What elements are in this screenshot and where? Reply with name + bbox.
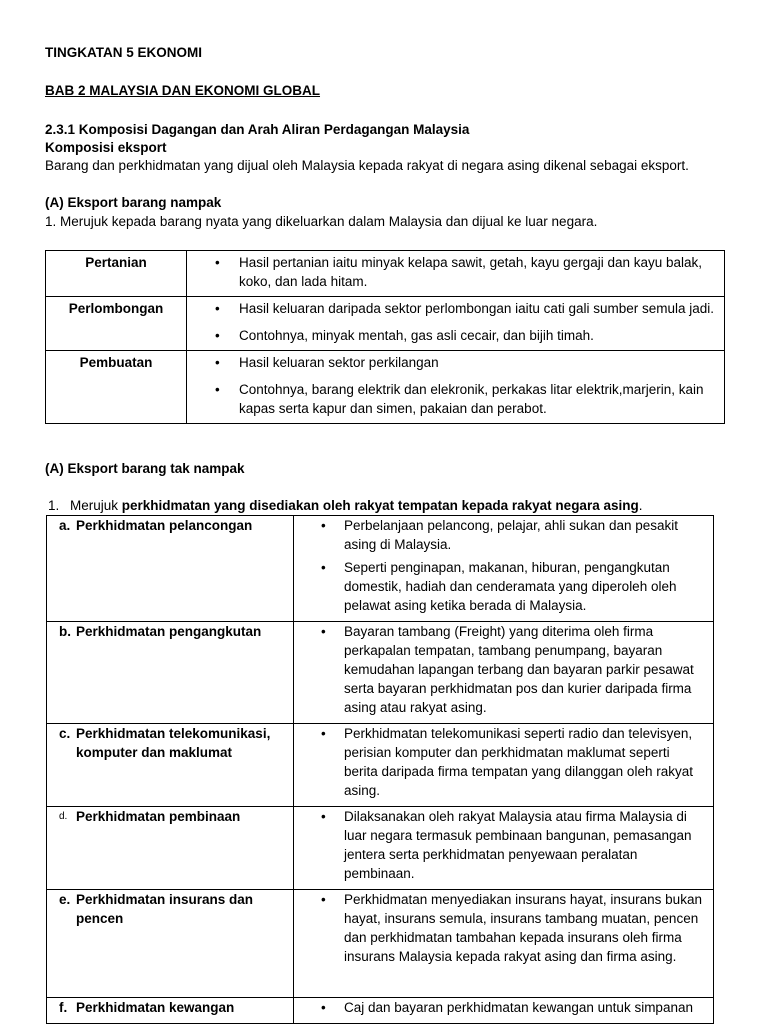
subsection-title: Komposisi eksport [45, 140, 167, 155]
list-item: • Perkhidmatan menyediakan insurans hayat, insurans bukan hayat, insurans semula, insurans tambang muatan, pencen dan perkhidmatan tambahan kepada insurans oleh firma insurans Malaysia kepada rakyat asing dan firma asing. [294, 890, 707, 966]
intro-text: Merujuk [70, 498, 122, 513]
list-item: • Hasil keluaran daripada sektor perlombongan iaitu cati gali sumber semula jadi. [187, 299, 714, 318]
service-details [294, 890, 714, 998]
service-details [294, 807, 714, 890]
invisible-exports-heading: (A) Eksport barang tak nampak [45, 461, 245, 476]
table-row [47, 516, 714, 622]
table-row [47, 724, 714, 807]
service-label: d. Perkhidmatan pembinaan [59, 809, 241, 824]
table-row [46, 251, 725, 297]
invisible-exports-intro [48, 496, 642, 515]
list-item: • Hasil keluaran sektor perkilangan [187, 353, 714, 372]
visible-exports-intro: 1. Merujuk kepada barang nyata yang dikeluarkan dalam Malaysia dan dijual ke luar negara. [45, 214, 598, 229]
list-item: • Hasil pertanian iaitu minyak kelapa sawit, getah, kayu gergaji dan kayu balak, koko, dan lada hitam. [187, 253, 714, 291]
list-item: • Perkhidmatan telekomunikasi seperti radio dan televisyen, perisian komputer dan perkhidmatan maklumat seperti berita daripada firma tempatan yang dilanggan oleh rakyat asing. [294, 724, 707, 800]
table-row [47, 622, 714, 724]
intro-end: . [638, 498, 643, 513]
category-label: Pertanian [46, 251, 187, 297]
list-item: • Perbelanjaan pelancong, pelajar, ahli sukan dan pesakit asing di Malaysia. [294, 516, 707, 554]
list-item: • Seperti penginapan, makanan, hiburan, pengangkutan domestik, hadiah dan cenderamata yang diperoleh oleh pelawat asing ketika berada di Malaysia. [294, 558, 707, 615]
category-details [187, 351, 725, 424]
visible-exports-heading: (A) Eksport barang nampak [45, 195, 222, 210]
chapter-title: BAB 2 MALAYSIA DAN EKONOMI GLOBAL [45, 83, 321, 98]
service-label: b. Perkhidmatan pengangkutan [59, 624, 262, 639]
service-label: f. Perkhidmatan kewangan [59, 1000, 235, 1015]
service-details [294, 622, 714, 724]
category-details [187, 297, 725, 351]
table-row [46, 351, 725, 424]
definition-text: Barang dan perkhidmatan yang dijual oleh Malaysia kepada rakyat di negara asing dikenal sebagai eksport. [45, 158, 689, 173]
service-details [294, 998, 714, 1024]
service-label: e. Perkhidmatan insurans dan pencen [59, 892, 254, 926]
service-label: a. Perkhidmatan pelancongan [59, 518, 253, 533]
category-label: Pembuatan [46, 351, 187, 424]
list-item: • Contohnya, minyak mentah, gas asli cecair, dan bijih timah. [187, 326, 714, 345]
service-details [294, 516, 714, 622]
service-details [294, 724, 714, 807]
list-item: • Contohnya, barang elektrik dan elekronik, perkakas litar elektrik,marjerin, kain kapas serta kapur dan simen, pakaian dan perabot. [187, 380, 714, 418]
category-label: Perlombongan [46, 297, 187, 351]
intro-emphasis: perkhidmatan yang disediakan oleh rakyat tempatan kepada rakyat negara asing [121, 498, 639, 513]
table-row [47, 807, 714, 890]
table-row [46, 297, 725, 351]
list-item: • Bayaran tambang (Freight) yang diterima oleh firma perkapalan tempatan, tambang penumpang, bayaran kemudahan lapangan terbang dan bayaran parkir pesawat serta bayaran perkhidmatan pos dan kurier daripada firma asing atau rakyat asing. [294, 622, 707, 717]
category-details [187, 251, 725, 297]
doc-title: TINGKATAN 5 EKONOMI [45, 45, 202, 60]
intro-number: 1. [48, 498, 60, 513]
visible-exports-table [45, 250, 725, 424]
invisible-exports-table [46, 515, 714, 1024]
list-item: • Dilaksanakan oleh rakyat Malaysia atau firma Malaysia di luar negara termasuk pembinaan bangunan, pemasangan jentera serta perkhidmatan penyewaan peralatan pembinaan. [294, 807, 707, 883]
list-item: • Caj dan bayaran perkhidmatan kewangan untuk simpanan [294, 998, 707, 1017]
section-title: 2.3.1 Komposisi Dagangan dan Arah Aliran Perdagangan Malaysia [45, 122, 470, 137]
table-row [47, 998, 714, 1024]
service-label: c. Perkhidmatan telekomunikasi, komputer dan maklumat [59, 726, 271, 760]
table-row [47, 890, 714, 998]
